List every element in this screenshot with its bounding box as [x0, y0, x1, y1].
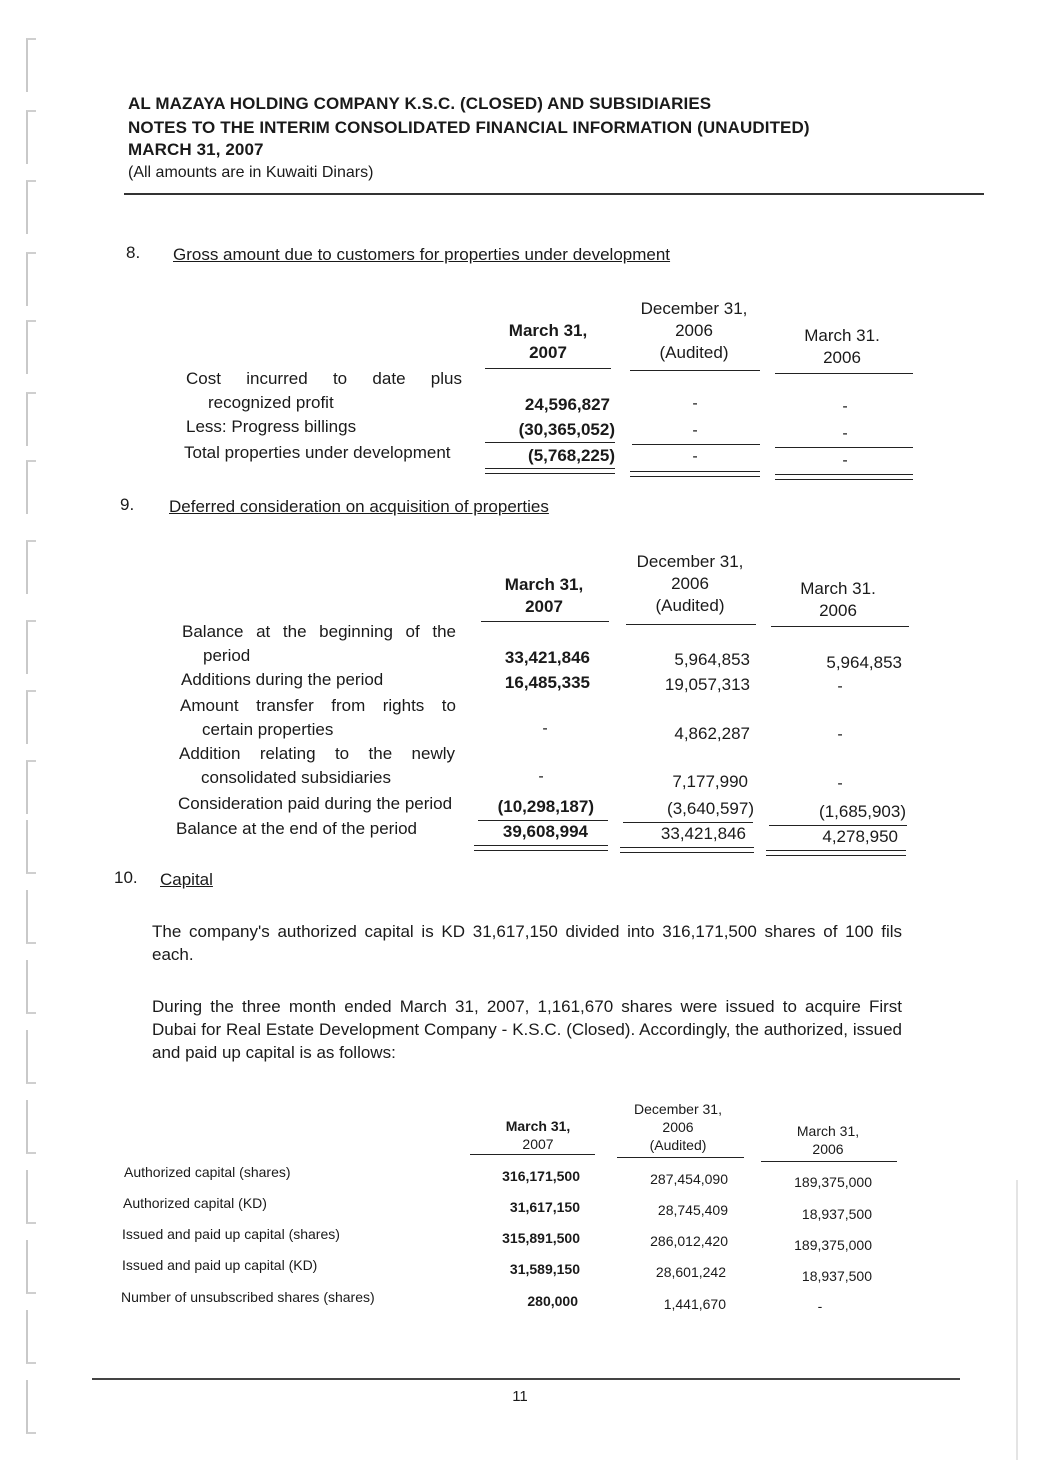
note9-row2-c1: 16,485,335 [504, 673, 590, 692]
note10-row1-c2: 287,454,090 [650, 1171, 728, 1187]
note8-row-label-cont: recognized profit [208, 393, 334, 412]
note8-row1-c1: 24,596,827 [524, 395, 610, 414]
currency-note: (All amounts are in Kuwaiti Dinars) [128, 164, 374, 181]
note10-row1-c1: 316,171,500 [502, 1168, 580, 1184]
note8-row2-c3: - [842, 425, 848, 442]
note8-title: Gross amount due to customers for properties under development [173, 245, 671, 264]
note9-row-label: Consideration paid during the period [178, 794, 453, 813]
note8-row-label: Total properties under development [184, 443, 451, 462]
note8-row1-c3: - [842, 398, 848, 415]
note8-row-label: Less: Progress billings [186, 417, 357, 436]
note9-row3-c3: - [837, 726, 843, 743]
page-edge-shadow [1016, 1180, 1018, 1460]
note10-row3-c2: 286,012,420 [650, 1233, 728, 1249]
company-name: AL MAZAYA HOLDING COMPANY K.S.C. (CLOSED) AND SUBSIDIARIES [128, 94, 712, 113]
note9-col2-header: December 31, 2006 (Audited) [636, 552, 744, 615]
note10-row4-c2: 28,601,242 [655, 1264, 726, 1280]
note9-row3-c1: - [542, 720, 548, 737]
note10-row4-c3: 18,937,500 [801, 1268, 872, 1284]
note8-row3-c3: - [842, 452, 848, 469]
note9-row-label-cont: period [203, 646, 251, 665]
note10-row2-c1: 31,617,150 [509, 1199, 580, 1215]
note10-row-label: Authorized capital (shares) [124, 1164, 291, 1180]
report-date: MARCH 31, 2007 [128, 140, 264, 159]
note10-row5-c3: - [817, 1298, 823, 1314]
note10-row2-c2: 28,745,409 [657, 1202, 728, 1218]
note9-row5-c1: (10,298,187) [497, 797, 594, 816]
note8-number: 8. [126, 243, 141, 262]
note9-row-label: Balance at the beginning of the [182, 622, 456, 641]
note8-row1-c2: - [692, 395, 698, 412]
page-number: 11 [512, 1388, 528, 1405]
note9-row6-c2: 33,421,846 [660, 824, 746, 843]
note10-row5-c1: 280,000 [527, 1293, 578, 1309]
note10-row3-c3: 189,375,000 [794, 1237, 872, 1253]
note10-row-label: Number of unsubscribed shares (shares) [121, 1289, 375, 1305]
note10-paragraph-1: The company's authorized capital is KD 31,617,150 divided into 316,171,500 shares of 100 fils each. [152, 922, 902, 964]
note10-row2-c3: 18,937,500 [801, 1206, 872, 1222]
note10-col3-header: March 31, 2006 [796, 1123, 860, 1157]
note9-row-label-cont: consolidated subsidiaries [201, 768, 391, 787]
note9-row1-c1: 33,421,846 [504, 648, 590, 667]
note8-col1-header: March 31, 2007 [508, 321, 588, 362]
note10-col1-header: March 31, 2007 [505, 1118, 571, 1152]
note9-number: 9. [120, 495, 135, 514]
note9-row-label: Additions during the period [181, 670, 384, 689]
note9-row3-c2: 4,862,287 [674, 724, 750, 743]
footer-rule [92, 1378, 960, 1380]
note9-row-label-cont: certain properties [202, 720, 334, 739]
note9-row6-c3: 4,278,950 [822, 827, 898, 846]
note10-row3-c1: 315,891,500 [502, 1230, 580, 1246]
note10-row1-c3: 189,375,000 [794, 1174, 872, 1190]
note10-title: Capital [160, 870, 213, 889]
note10-col2-header: December 31, 2006 (Audited) [634, 1101, 722, 1153]
note9-col3-header: March 31. 2006 [800, 579, 876, 620]
note9-row1-c3: 5,964,853 [826, 653, 902, 672]
notes-title: NOTES TO THE INTERIM CONSOLIDATED FINANCIAL INFORMATION (UNAUDITED) [128, 118, 810, 137]
note8-row2-c1: (30,365,052) [518, 420, 615, 439]
note9-row2-c2: 19,057,313 [664, 675, 750, 694]
note10-row-label: Issued and paid up capital (KD) [122, 1257, 318, 1273]
note9-row4-c3: - [837, 775, 843, 792]
note8-row3-c2: - [692, 448, 698, 465]
note10-row-label: Authorized capital (KD) [123, 1195, 267, 1211]
note9-row-label: Balance at the end of the period [176, 819, 418, 838]
note9-row2-c3: - [837, 678, 843, 695]
note8-col2-header: December 31, 2006 (Audited) [640, 299, 748, 362]
note9-col1-header: March 31, 2007 [504, 575, 584, 616]
note10-paragraph-2: During the three month ended March 31, 2007, 1,161,670 shares were issued to acquire First Dubai for Real Estate Development Company - K.S.C. (Closed). Accordingly, the authorized, issued and paid up capital is as follows: [152, 997, 902, 1062]
note10-row4-c1: 31,589,150 [509, 1261, 580, 1277]
note9-title: Deferred consideration on acquisition of properties [169, 497, 549, 516]
binding-marks [18, 20, 48, 1440]
note9-row1-c2: 5,964,853 [674, 650, 750, 669]
header-rule [124, 193, 984, 195]
note8-row2-c2: - [692, 422, 698, 439]
note8-col3-header: March 31. 2006 [804, 326, 880, 367]
note8-row-label: Cost incurred to date plus [186, 369, 462, 388]
note9-row4-c2: 7,177,990 [672, 772, 748, 791]
note9-row5-c2: (3,640,597) [667, 799, 754, 818]
note10-row5-c2: 1,441,670 [663, 1296, 726, 1312]
note9-row5-c3: (1,685,903) [819, 802, 906, 821]
note9-row-label: Addition relating to the newly [179, 744, 455, 763]
note10-number: 10. [114, 868, 138, 887]
note8-row3-c1: (5,768,225) [528, 446, 615, 465]
note10-row-label: Issued and paid up capital (shares) [122, 1226, 340, 1242]
note9-row-label: Amount transfer from rights to [180, 696, 456, 715]
note9-row6-c1: 39,608,994 [502, 822, 588, 841]
note9-row4-c1: - [538, 768, 544, 785]
